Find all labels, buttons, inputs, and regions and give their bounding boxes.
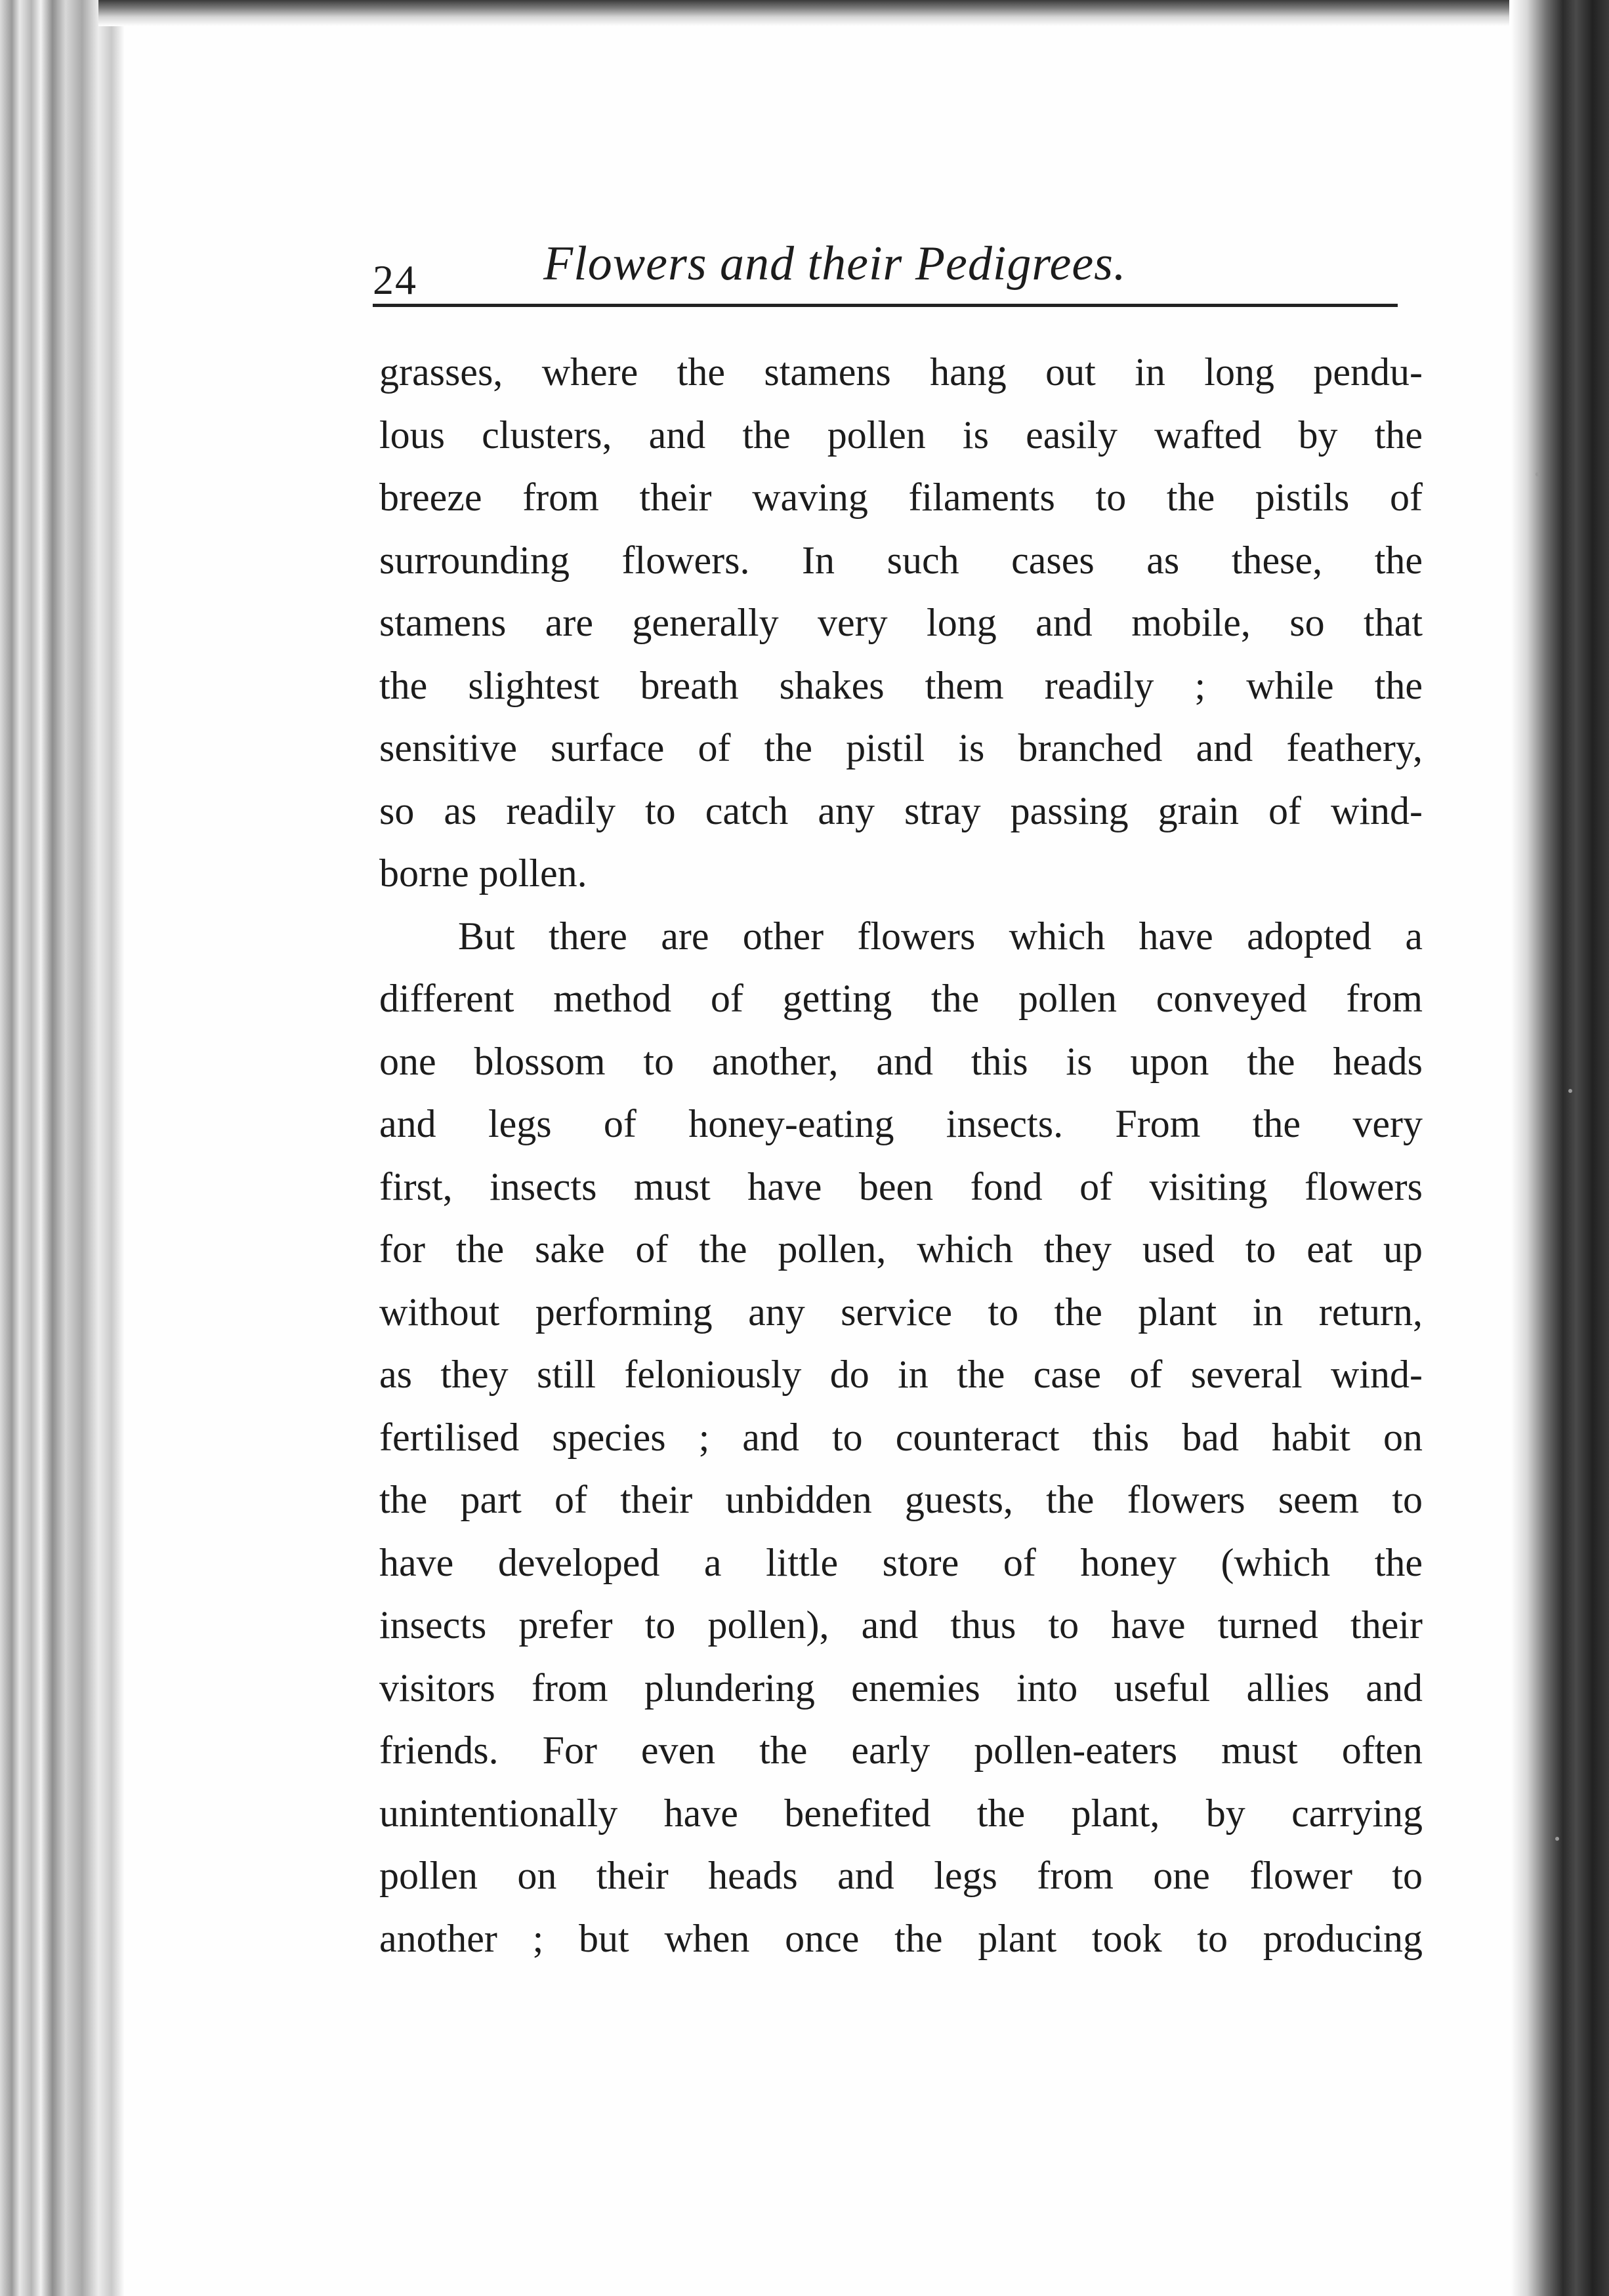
- text-line: stamens are generally very long and mobile, so that: [379, 601, 1423, 644]
- page-header: [373, 236, 1396, 308]
- text-line: unintentionally have benefited the plant, by carrying: [379, 1791, 1423, 1835]
- text-line: have developed a little store of honey (which the: [379, 1540, 1423, 1584]
- book-left-edge: [0, 0, 125, 2296]
- text-line: borne pollen.: [379, 851, 587, 895]
- text-line: grasses, where the stamens hang out in long pendu-: [379, 350, 1423, 394]
- text-line: friends. For even the early pollen-eaters must often: [379, 1729, 1423, 1772]
- text-line: pollen on their heads and legs from one flower to: [379, 1854, 1423, 1897]
- scan-speck: [1568, 1089, 1572, 1093]
- text-line: sensitive surface of the pistil is branched and feathery,: [379, 726, 1423, 769]
- body-text: [379, 341, 1423, 1970]
- text-line: and legs of honey-eating insects. From the very: [379, 1102, 1423, 1145]
- text-line: first, insects must have been fond of visiting flowers: [379, 1164, 1423, 1208]
- header-rule: [373, 304, 1398, 307]
- scan-speck: [1555, 1837, 1559, 1841]
- text-line: as they still feloniously do in the case of several wind-: [379, 1353, 1423, 1396]
- text-line: for the sake of the pollen, which they used to eat up: [379, 1227, 1423, 1271]
- scan-speck: [1536, 472, 1539, 476]
- paragraph-2: [379, 905, 1423, 1971]
- text-line: fertilised species ; and to counteract this bad habit on: [379, 1415, 1423, 1459]
- book-top-edge: [98, 0, 1509, 26]
- paragraph-1: [379, 341, 1423, 905]
- text-line: the slightest breath shakes them readily ; while the: [379, 663, 1423, 707]
- running-title: Flowers and their Pedigrees.: [543, 237, 1127, 291]
- text-line: so as readily to catch any stray passing grain of wind-: [379, 789, 1423, 832]
- text-line: surrounding flowers. In such cases as these, the: [379, 538, 1423, 582]
- text-line: lous clusters, and the pollen is easily wafted by the: [379, 413, 1423, 457]
- page-number: 24: [373, 256, 417, 303]
- text-line: breeze from their waving filaments to the pistils of: [379, 476, 1423, 519]
- text-line: different method of getting the pollen conveyed from: [379, 977, 1423, 1020]
- text-line: But there are other flowers which have adopted a: [458, 914, 1423, 958]
- text-line: visitors from plundering enemies into useful allies and: [379, 1666, 1423, 1710]
- text-line: the part of their unbidden guests, the flowers seem to: [379, 1478, 1423, 1521]
- text-line: one blossom to another, and this is upon the heads: [379, 1039, 1423, 1083]
- text-line: another ; but when once the plant took to producing: [379, 1916, 1423, 1960]
- text-line: without performing any service to the plant in return,: [379, 1290, 1423, 1334]
- text-line: insects prefer to pollen), and thus to have turned their: [379, 1603, 1423, 1647]
- book-right-edge: [1511, 0, 1609, 2296]
